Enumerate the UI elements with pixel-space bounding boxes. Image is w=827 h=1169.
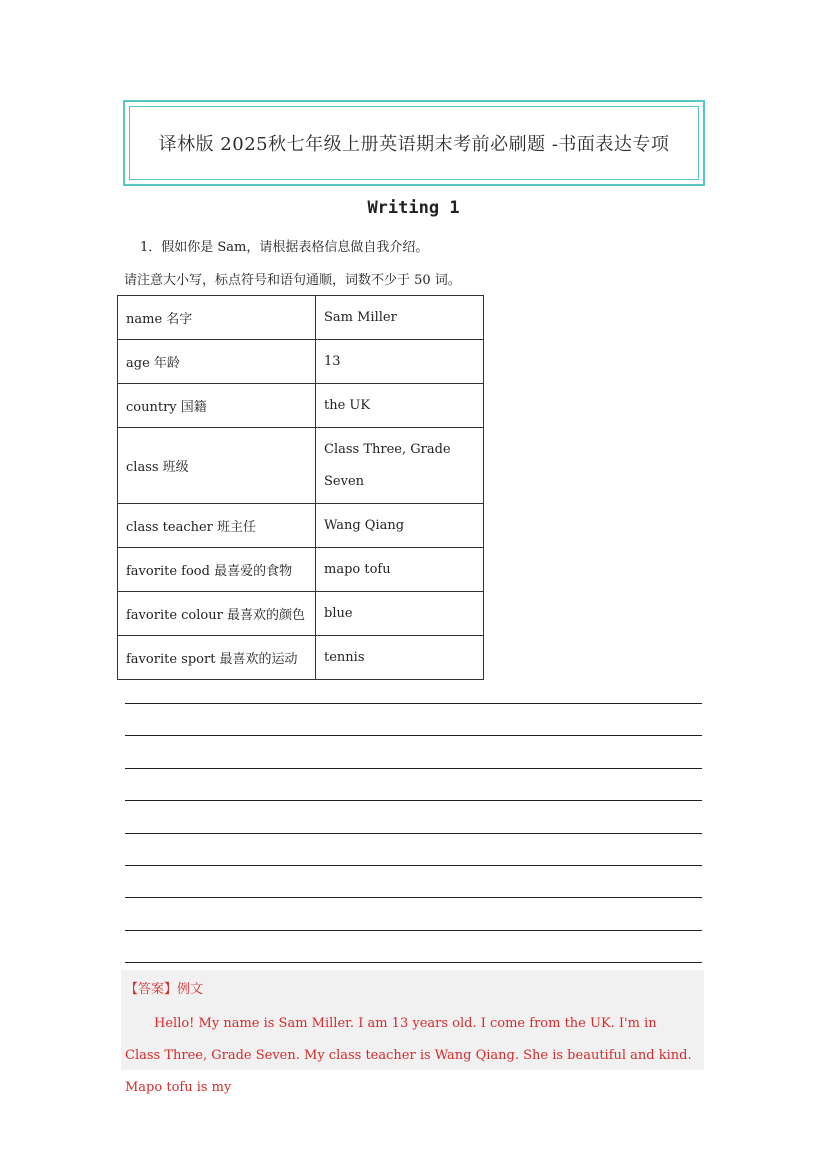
writing-line: [125, 703, 702, 735]
table-cell-key: favorite food 最喜爱的食物: [118, 548, 316, 592]
answer-box: [121, 970, 704, 1095]
table-cell-value: mapo tofu: [316, 548, 484, 592]
writing-line: [125, 897, 702, 929]
table-cell-value: Wang Qiang: [316, 504, 484, 548]
table-cell-key: favorite colour 最喜欢的颜色: [118, 592, 316, 636]
question-requirements: 请注意大小写，标点符号和语句通顺，词数不少于 50 词。: [124, 273, 461, 288]
table-cell-key: favorite sport 最喜欢的运动: [118, 636, 316, 680]
table-cell-key: country 国籍: [118, 384, 316, 428]
info-table: [117, 295, 484, 680]
table-row: [118, 592, 484, 636]
writing-line: [125, 962, 702, 963]
table-row: [118, 428, 484, 504]
question-prompt: 1．假如你是 Sam，请根据表格信息做自我介绍。: [140, 240, 429, 255]
writing-line: [125, 930, 702, 962]
writing-line: [125, 865, 702, 897]
table-row: [118, 296, 484, 340]
answer-text: Hello! My name is Sam Miller. I am 13 years old. I come from the UK. I'm in Class Three, Grade Seven. My class teacher is Wang Qiang. She is beautiful and kind. Mapo tofu is my: [125, 1016, 692, 1095]
table-cell-value: the UK: [316, 384, 484, 428]
table-row: [118, 384, 484, 428]
writing-line: [125, 833, 702, 865]
table-row: [118, 548, 484, 592]
table-row: [118, 340, 484, 384]
writing-lines: [125, 703, 702, 963]
table-cell-value: Sam Miller: [316, 296, 484, 340]
table-cell-value: 13: [316, 340, 484, 384]
table-cell-value: blue: [316, 592, 484, 636]
table-cell-value: Class Three, Grade Seven: [316, 428, 484, 504]
table-row: [118, 504, 484, 548]
writing-line: [125, 800, 702, 832]
section-heading: Writing 1: [367, 198, 460, 218]
answer-label: 【答案】例文: [125, 982, 204, 997]
writing-line: [125, 735, 702, 767]
table-cell-key: age 年龄: [118, 340, 316, 384]
table-cell-key: class teacher 班主任: [118, 504, 316, 548]
title-box: [123, 100, 705, 186]
table-cell-value: tennis: [316, 636, 484, 680]
table-row: [118, 636, 484, 680]
table-cell-key: name 名字: [118, 296, 316, 340]
document-title: 译林版 2025秋七年级上册英语期末考前必刷题 -书面表达专项: [129, 106, 699, 180]
table-cell-key: class 班级: [118, 428, 316, 504]
writing-line: [125, 768, 702, 800]
